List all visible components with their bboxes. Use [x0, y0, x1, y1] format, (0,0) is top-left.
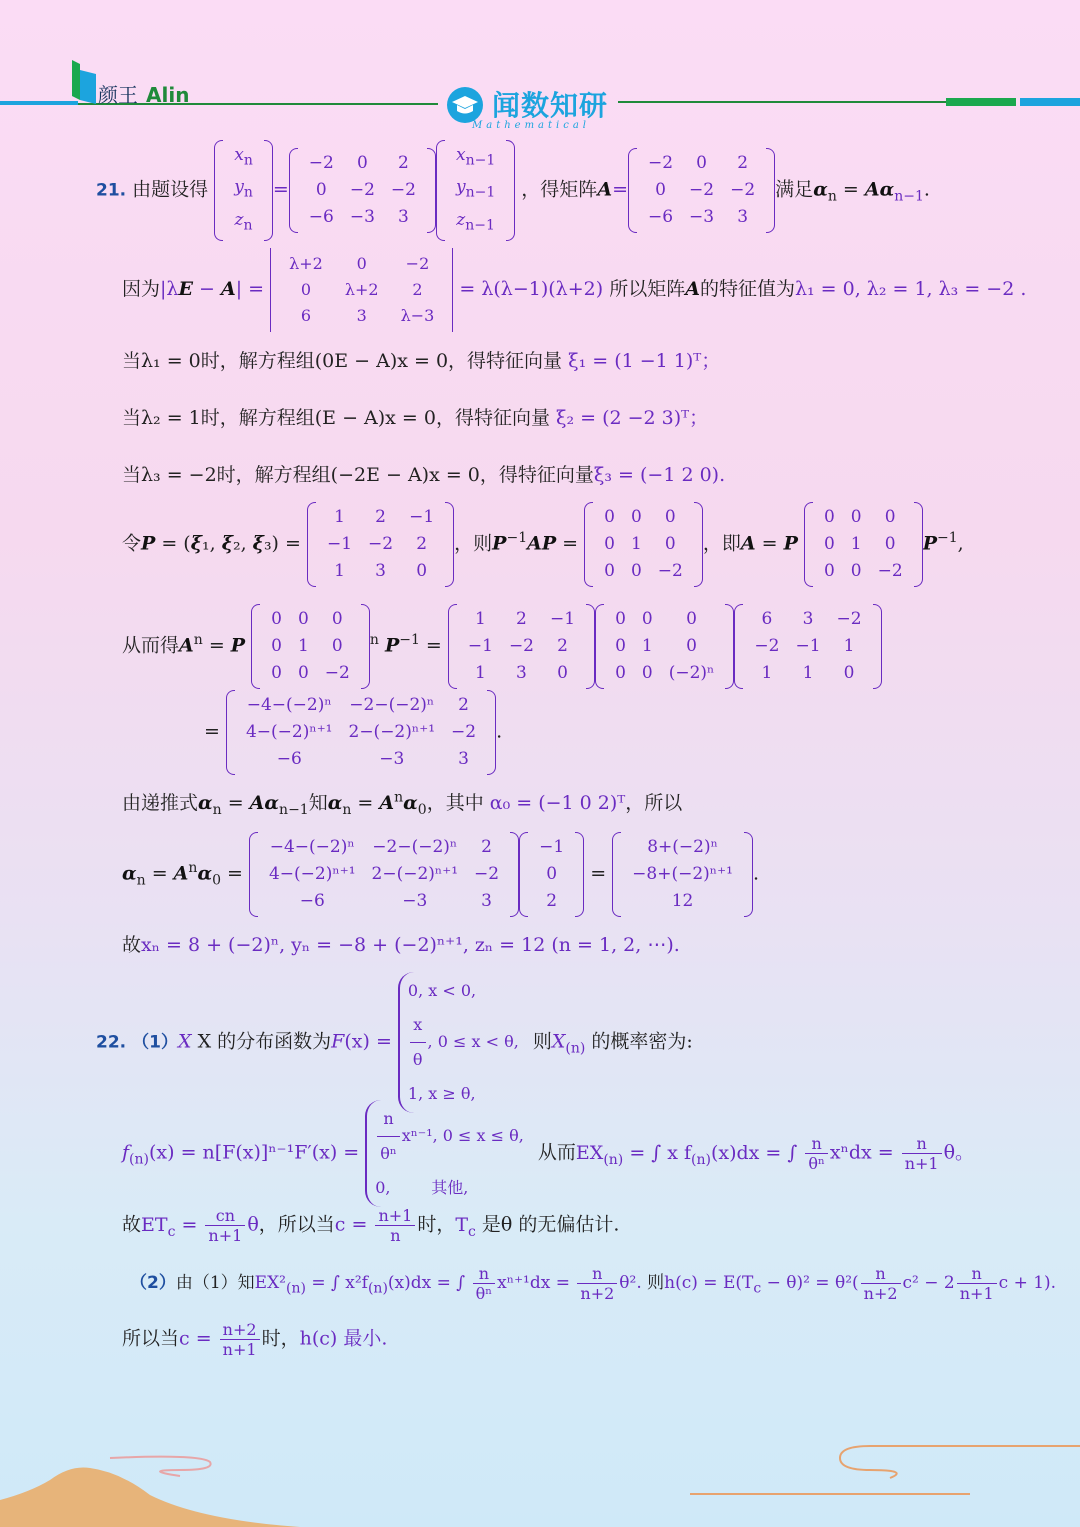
matrix-diag-2: 0 0 0 0 1 0 0 0 −2 [804, 502, 923, 587]
matrix-a-2: −2 0 2 0 −2 −2 −6 −3 3 [628, 148, 775, 233]
header-line-right [1020, 98, 1080, 106]
matrix-diag: 0 0 0 0 1 0 0 0 −2 [584, 502, 703, 587]
p22-density: $f_{(n)}(x) = n[F(x)]^{n-1}F'(x)$ = $\frac{n}{\text{θⁿ}}$ xⁿ⁻¹, 0 ≤ x ≤ θ, 0, 其他, 从而$EX_{(n)}$ = ∫ x $f_{(n)}(x)dx$ = ∫ $\frac{n}{\text{θⁿ}}$ xⁿdx = $\frac{n}{n+1}$ θ。 [122, 1100, 974, 1207]
unbiased-tail: 是θ 的无偏估计. [481, 1213, 620, 1236]
graduation-cap-icon [446, 86, 484, 124]
where-text: ，其中 [426, 792, 484, 814]
min-mid: 时， [261, 1327, 300, 1350]
vector-alpha-n: 8+(−2)ⁿ −8+(−2)ⁿ⁺¹ 12 [612, 832, 753, 917]
matrix-p: 1 2 −1 −1 −2 2 1 3 0 [307, 502, 454, 587]
p21-eigen-text: 所以矩阵 [609, 278, 686, 300]
p21-alpha-line: $\alpha_n = A^n\alpha_0$ = −4−(−2)ⁿ −2−(−2)ⁿ 2 4−(−2)ⁿ⁺¹ 2−(−2)ⁿ⁺¹ −2 −6 −3 3 −1 0 2 = 8+(−2)ⁿ −8+(−2)ⁿ⁺¹ 12 . [122, 832, 759, 917]
p21-recur: 由递推式$\alpha_n = A\alpha_{n-1}$知$\alpha_n = A^n\alpha_0$，其中 α₀ = (−1 0 2)ᵀ，所以 [122, 789, 683, 818]
brand-center: 闻数知研 [492, 89, 609, 122]
p21-satisfy: 满足 [775, 178, 814, 201]
p21-an-line: 从而得$A^n = P$ 0 0 0 0 1 0 0 0 −2 $^n$ $P^{-1}$ = 1 2 −1 −1 −2 2 1 3 0 0 0 0 0 1 0 0 0 (−2)ⁿ 6 3 −2 −2 −1 1 1 1 0 [122, 604, 882, 689]
final-answer: xₙ = 8 + (−2)ⁿ, yₙ = −8 + (−2)ⁿ⁺¹, zₙ = 12 (n = 1, 2, ⋯). [141, 934, 680, 956]
cdf-cases: 0, x < 0, $\frac{x}{\theta}$ , 0 ≤ x < θ, 1, x ≥ θ, [398, 972, 527, 1113]
pdf-cases: $\frac{n}{\text{θⁿ}}$ xⁿ⁻¹, 0 ≤ x ≤ θ, 0, 其他, [365, 1100, 532, 1207]
mountain-decoration-icon [0, 1440, 300, 1527]
brand-logo-icon [70, 60, 98, 104]
matrix-p-inv: 6 3 −2 −2 −1 1 1 1 0 [734, 604, 881, 689]
then-text: ，则 [454, 532, 493, 555]
min-pre: 所以当 [122, 1327, 180, 1350]
header-line-left [0, 101, 78, 105]
final-pre: 故 [122, 934, 142, 956]
case1-text: 当λ₁ = 0时，解方程组(0E − A)x = 0，得特征向量 [122, 350, 563, 372]
recur-text: 由递推式 [122, 792, 199, 814]
matrix-p-2: 1 2 −1 −1 −2 2 1 3 0 [448, 604, 595, 689]
density-text: 的概率密为: [591, 1030, 693, 1053]
p21-eigen-text2: 的特征值为 [699, 278, 795, 300]
part2-then: 则 [647, 1273, 665, 1293]
cdf-case-1: 0 ≤ x < θ, [437, 1032, 519, 1051]
matrix-diag-n: 0 0 0 0 1 0 0 0 −2 [251, 604, 370, 689]
thus-text-22: 从而 [537, 1141, 576, 1164]
wave-decoration-icon [690, 1440, 1080, 1500]
matrix-a: −2 0 2 0 −2 −2 −6 −3 3 [289, 148, 436, 233]
vector-xyz: $x_n$ $y_n$ $z_n$ [214, 140, 273, 241]
p21-final [122, 930, 680, 957]
brand-left: 颜王 Alin [98, 83, 190, 107]
p21-intro: 由题设得 [132, 178, 209, 201]
vector-alpha0: −1 0 2 [519, 832, 584, 917]
pdf-case-b2: 其他, [431, 1178, 469, 1197]
case2-text: 当λ₂ = 1时，解方程组(E − A)x = 0，得特征向量 [122, 407, 550, 429]
case3-text: 当λ₃ = −2时，解方程组(−2E − A)x = 0，得特征向量 [122, 464, 594, 486]
p22-min: 所以当c = $\frac{n+2}{n+1}$ 时，h(c) 最小. [122, 1320, 388, 1359]
case3-vector: ξ₃ = (−1 2 0). [593, 464, 726, 486]
so-text: ，所以 [625, 792, 683, 814]
p21-get-matrix: ，得矩阵 [521, 178, 598, 201]
ie-text: ，即 [702, 532, 741, 555]
unbiased-mid: ，所以当 [258, 1213, 335, 1236]
unbiased-end: 时， [417, 1213, 456, 1236]
p22-unbiased: 故$ET_c$ = $\frac{cn}{n+1}$ θ，所以当c = $\frac{n+1}{n}$ 时，$T_c$ 是θ 的无偏估计. [122, 1206, 620, 1245]
p21-case2 [122, 403, 708, 430]
p21-case1 [122, 346, 720, 373]
p22-part2: （2）由（1）知$EX^2_{(n)}$ = ∫ $x^2f_{(n)}(x)dx$ = ∫ $\frac{n}{\text{θⁿ}}$ xⁿ⁺¹dx = $\frac{n}{n+2}$ θ². 则$h(c) = E(T_c - \theta)^2 = \theta^2$( $\frac{n}{n+2}$ c² − 2 $\frac{n}{n+1}$ c + 1). [130, 1264, 1057, 1303]
problem-number-22: 22. [96, 1032, 127, 1053]
matrix-an: −4−(−2)ⁿ −2−(−2)ⁿ 2 4−(−2)ⁿ⁺¹ 2−(−2)ⁿ⁺¹ −2 −6 −3 3 [226, 690, 496, 775]
p22-line1: 22. （1）X X 的分布函数为F(x) = 0, x < 0, $\frac{x}{\theta}$ , 0 ≤ x < θ, 1, x ≥ θ, 则$X_{(n)}$ 的概率密为: [96, 972, 693, 1113]
determinant: λ+2 0 −2 0 λ+2 2 6 3 λ−3 [270, 248, 453, 332]
p21-an-result: = −4−(−2)ⁿ −2−(−2)ⁿ 2 4−(−2)ⁿ⁺¹ 2−(−2)ⁿ⁺¹ −2 −6 −3 3 . [204, 690, 502, 775]
then-text-22: 则 [532, 1030, 552, 1053]
header-line-green [946, 98, 1016, 106]
case1-vector: ξ₁ = (1 −1 1)ᵀ； [568, 350, 721, 372]
part2-text: 由（1）知 [175, 1273, 255, 1293]
cdf-case-2: 1, x ≥ θ, [407, 1084, 476, 1103]
matrix-an-2: −4−(−2)ⁿ −2−(−2)ⁿ 2 4−(−2)ⁿ⁺¹ 2−(−2)ⁿ⁺¹ −2 −6 −3 3 [249, 832, 519, 917]
pdf-case-b: 0, [375, 1178, 391, 1197]
header-line-mid2 [618, 101, 948, 103]
part1-label: （1） [132, 1032, 179, 1053]
p21-det-line: 因为|λE − A| = λ+2 0 −2 0 λ+2 2 6 3 λ−3 = λ(λ−1)(λ+2) 所以矩阵A的特征值为λ₁ = 0, λ₂ = 1, λ₃ = −2 . [122, 248, 1026, 332]
brand-subtitle: Mathematical [472, 120, 590, 131]
thus-text: 从而得 [122, 634, 180, 657]
p21-because: 因为 [122, 278, 161, 300]
know-text: 知 [308, 792, 328, 814]
eigenvalues: λ₁ = 0, λ₂ = 1, λ₃ = −2 . [794, 278, 1027, 300]
part2-label: （2） [130, 1273, 176, 1293]
problem-number: 21. [96, 180, 127, 201]
unbiased-pre: 故 [122, 1213, 142, 1236]
p21-p-line: 令P = (ξ₁, ξ₂, ξ₃) = 1 2 −1 −1 −2 2 1 3 0 ，则$P^{-1}AP$ = 0 0 0 0 1 0 0 0 −2 ，即A = P 0 0 0 0 1 0 0 0 −2 $P^{-1}$, [122, 502, 964, 587]
case2-vector: ξ₂ = (2 −2 3)ᵀ； [556, 407, 709, 429]
vector-xyz-prev: $x_{n-1}$ $y_{n-1}$ $z_{n-1}$ [436, 140, 515, 241]
min-end: h(c) 最小. [299, 1327, 388, 1350]
dist-text: X 的分布函数为 [197, 1030, 332, 1053]
p21-line1: 21. 由题设得 $x_n$ $y_n$ $z_n$ = −2 0 2 0 −2 −2 −6 −3 3 $x_{n-1}$ $y_{n-1}$ $z_{n-1}$ ，得矩阵A= −2 0 2 0 −2 −2 −6 −3 3 满足$\alpha_n = A\alpha_{n-1}$. [96, 140, 930, 241]
matrix-diag-pow: 0 0 0 0 1 0 0 0 (−2)ⁿ [595, 604, 734, 689]
p21-case3 [122, 460, 725, 487]
cdf-case-0: 0, x < 0, [407, 981, 477, 1000]
pdf-case-a: 0 ≤ x ≤ θ, [442, 1126, 524, 1145]
alpha0: α₀ = (−1 0 2)ᵀ [489, 792, 626, 814]
let-text: 令 [122, 532, 142, 555]
